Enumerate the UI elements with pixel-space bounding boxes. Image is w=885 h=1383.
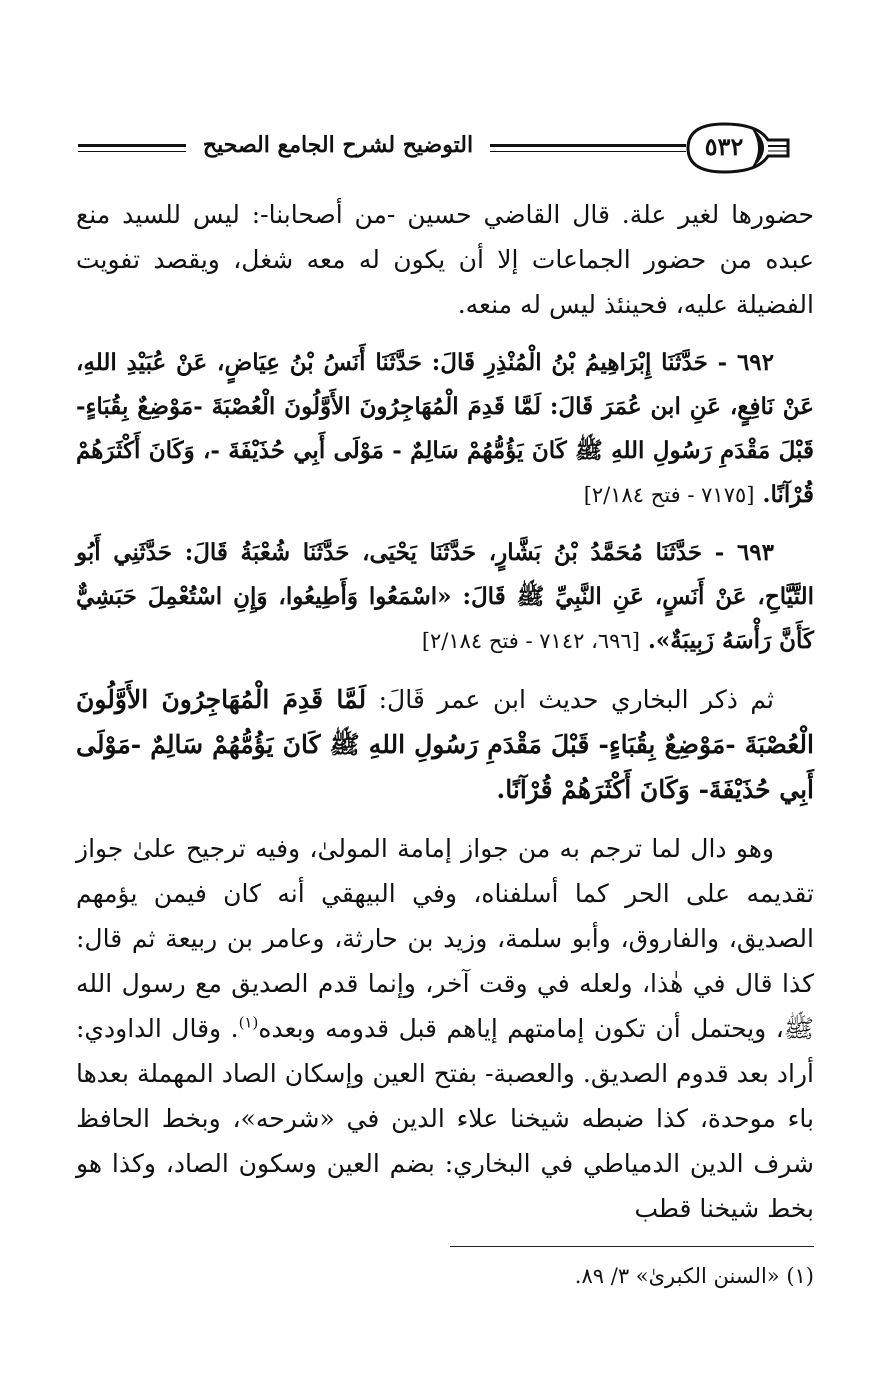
header-rule-left-top <box>78 144 186 147</box>
paragraph-2 <box>76 677 814 812</box>
hadith-693-reference: [٦٩٦، ٧١٤٢ - فتح ٢/١٨٤] <box>421 629 640 653</box>
paragraph-3 <box>76 826 814 1231</box>
hadith-693 <box>76 531 814 663</box>
page-number: ٥٣٢ <box>704 132 744 161</box>
header-rule-left-bottom <box>78 151 186 152</box>
page-header <box>70 118 815 178</box>
paragraph-2-lead: ثم ذكر البخاري حديث ابن عمر قَالَ: <box>378 685 774 714</box>
main-text <box>76 192 814 1245</box>
footnote-text: «السنن الكبرىٰ» ٣/ ٨٩. <box>574 1264 780 1288</box>
paragraph-2-quote: لَمَّا قَدِمَ الْمُهَاجِرُونَ الأَوَّلُونَ الْعُصْبَةَ -مَوْضِعٌ بِقُبَاءٍ- قَبْلَ مَقْدَمِ رَسُولِ اللهِ ﷺ كَانَ يَؤُمُّهُمْ سَالِمٌ -مَوْلَى أَبِي حُذَيْفَةَ- وَكَانَ أَكْثَرَهُمْ قُرْآنًا. <box>76 685 814 804</box>
footnote-reference: (١) <box>238 1013 259 1032</box>
paragraph-3-part-a: وهو دال لما ترجم به من جواز إمامة المولىٰ، وفيه ترجيح علىٰ جواز تقديمه على الحر كما أسلفناه، وفي البيهقي أنه كان فيمن يؤمهم الصديق، والفاروق، وأبو سلمة، وزيد بن حارثة، وعامر بن ربيعة ثم قال: كذا قال في هٰذا، ولعله في وقت آخر، وإنما قدم الصديق مع رسول الله ﷺ، ويحتمل أن تكون إمامتهم إياهم قبل قدومه وبعده <box>76 834 815 1043</box>
running-title: التوضيح لشرح الجامع الصحيح <box>202 132 474 158</box>
footnote-separator <box>450 1246 814 1247</box>
header-rule-middle-top <box>490 144 686 147</box>
hadith-692-text: ٦٩٢ - حَدَّثَنَا إِبْرَاهِيمُ بْنُ الْمُنْذِرِ قَالَ: حَدَّثَنَا أَنَسُ بْنُ عِيَاضٍ، عَنْ عُبَيْدِ اللهِ، عَنْ نَافِعٍ، عَنِ ابن عُمَرَ قَالَ: لَمَّا قَدِمَ الْمُهَاجِرُونَ الأَوَّلُونَ الْعُصْبَةَ -مَوْضِعٌ بِقُبَاءٍ- قَبْلَ مَقْدَمِ رَسُولِ اللهِ ﷺ كَانَ يَؤُمُّهُمْ سَالِمٌ - مَوْلَى أَبِي حُذَيْفَةَ -، وَكَانَ أَكْثَرَهُمْ قُرْآنًا. <box>76 349 814 508</box>
footnote <box>76 1260 814 1292</box>
paragraph-3-part-b: . وقال الداودي: أراد بعد قدوم الصديق. والعصبة- بفتح العين وإسكان الصاد المهملة بعدها باء موحدة، كذا ضبطه شيخنا علاء الدين في «شرحه»، وبخط الحافظ شرف الدين الدمياطي في البخاري: بضم العين وسكون الصاد، وكذا هو بخط شيخنا قطب <box>76 1014 814 1223</box>
paragraph-1: حضورها لغير علة. قال القاضي حسين -من أصحابنا-: ليس للسيد منع عبده من حضور الجماعات إلا أن يكون له معه شغل، ويقصد تفويت الفضيلة عليه، فحينئذ ليس له منعه. <box>76 200 814 319</box>
header-rule-middle-bottom <box>490 151 686 152</box>
hadith-692-reference: [٧١٧٥ - فتح ٢/١٨٤] <box>583 483 755 507</box>
hadith-692 <box>76 341 814 517</box>
hadith-693-text: ٦٩٣ - حَدَّثَنَا مُحَمَّدُ بْنُ بَشَّارٍ، حَدَّثَنَا يَحْيَى، حَدَّثَنَا شُعْبَةُ قَالَ: حَدَّثَنِي أَبُو التَّيَّاحِ، عَنْ أَنَسٍ، عَنِ النَّبِيِّ ﷺ قَالَ: «اسْمَعُوا وَأَطِيعُوا، وَإِنِ اسْتُعْمِلَ حَبَشِيٌّ كَأَنَّ رَأْسَهُ زَبِيبَةٌ». <box>76 539 814 654</box>
page-number-ornament <box>680 118 790 178</box>
footnote-marker: (١) <box>786 1264 814 1288</box>
